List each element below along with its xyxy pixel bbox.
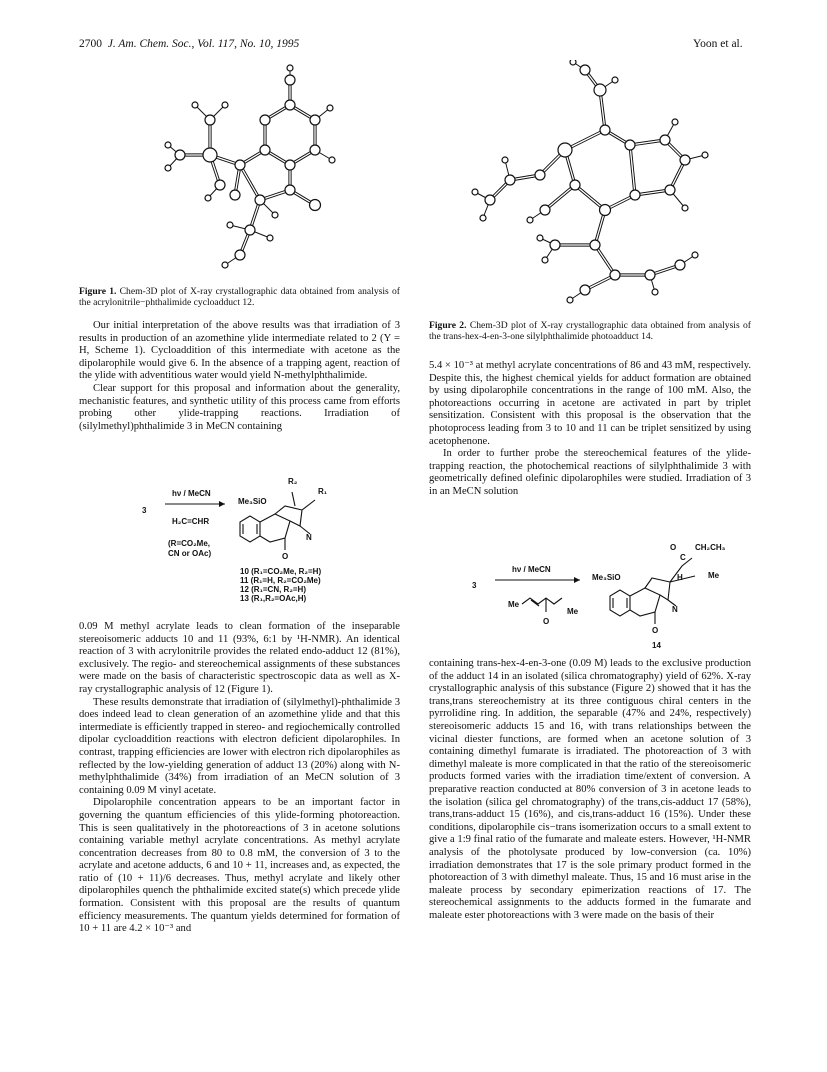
product-13: 13 (R₁,R₂=OAc,H)	[240, 594, 307, 603]
o-label: O	[282, 552, 289, 561]
figure2-label: Figure 2.	[429, 320, 467, 331]
arrow-head	[219, 501, 225, 507]
product-14-label: 14	[652, 641, 661, 650]
scheme-conditions-2: CN or OAc)	[168, 549, 212, 558]
figure2-bonds	[490, 70, 685, 290]
enone-o: O	[543, 617, 550, 626]
me-label: Me	[708, 571, 720, 580]
paragraph: Clear support for this proposal and information about the generality, mechanistic features, and synthetic utility of this process came from efforts probing other ylide-trapping reactions. Irradiation of (silylmethyl)phthalimide 3 in MeCN containing	[79, 382, 400, 432]
enone-me-left: Me	[508, 600, 520, 609]
enone-me-right: Me	[567, 607, 579, 616]
paragraph: 5.4 × 10⁻³ at methyl acrylate concentrations of 86 and 43 mM, respectively. Despite this, the highest chemical yields for adduct formation are obtained by using dipolarophile concentrations in the range of 100 mM. Also, the photoreactions occurring in acetone are activated in part by triplet sensitization. Consistent with this proposal is the observation that the photoprocess leading from 3 to 10 and 11 can be triplet sensitized by using acetophenone.	[429, 360, 751, 447]
figure1-caption-text: Chem-3D plot of X-ray crystallographic data obtained from analysis of the acrylonitrile−phthalimide cycloadduct 12.	[79, 286, 400, 309]
left-column-top	[79, 320, 400, 433]
paragraph: Our initial interpretation of the above results was that irradiation of 3 results in production of an azomethine ylide intermediate related to 2 (Y = H, Scheme 1). Cycloaddition of this intermediate with acetone as the dipolarophile would give 6. In the absence of a trapping agent, reaction of the ylide with adventitious water would yield N-methylphthalimide.	[79, 320, 400, 382]
scheme2-reactant-label: 3	[472, 581, 477, 590]
n-label: N	[306, 533, 312, 542]
ethyl-label: CH₂CH₃	[695, 543, 726, 552]
n-label: N	[672, 605, 678, 614]
scheme-conditions-1: (R=CO₂Me,	[168, 539, 211, 548]
o-label: O	[652, 626, 659, 635]
paragraph: containing trans-hex-4-en-3-one (0.09 M) leads to the exclusive production of the adduct 14 in an isolated (silica chromatography) yield of 62%. X-ray crystallographic analysis of this substance (Figure 2) showed that it has the trans,trans stereochemistry at its three contiguous chiral centers in the pyrrolidine ring. In addition, the separable (47% and 24%, respectively) stereoisomeric adducts 15 and 16, with trans relationships between the vicinal diester functions, are formed when an acetone solution of 3 containing dimethyl fumarate is irradiated. The photoreaction of 3 with dimethyl maleate is more complicated in that the ratio of the stereoisomeric products formed varies with the irradiation time/extent of conversion. A preparative reaction conducted at 80% conversion of 3 in acetone leads to the isolation (silica gel chromatography) of the trans,cis-adduct 17 (58%), trans,trans-adduct 15 (16%), and cis,trans-adduct 16 (15%). Under these conditions, dipolarophile cis−trans isomerization occurs to a small extent to give a 1:9 final ratio of the fumarate and maleate esters. However, ¹H-NMR analysis of the photolysate produced by low-conversion (ca. 10%) irradiation demonstrates that 17 is the sole primary product formed in the photoreaction of 3 with dimethyl maleate. Thus, 15 and 16 must arise in the maleate process by secondary epimerization reactions of 17. The stereochemical assignments to the adducts formed in the fumarate and maleate ester photoreactions with 3 were made on the basis of their	[429, 658, 751, 921]
ketone-c-label: C	[680, 553, 686, 562]
page-number: 2700	[79, 38, 102, 50]
figure1-crystal-structure	[150, 60, 370, 275]
silyloxy-label: Me₃SiO	[592, 573, 621, 582]
figure2-crystal-structure	[455, 60, 735, 315]
running-header	[79, 38, 299, 50]
figure2-caption	[429, 320, 751, 343]
scheme2-reagent-above: hν / MeCN	[512, 565, 551, 574]
paragraph: Dipolarophile concentration appears to be an important factor in governing the quantum efficiencies of this ylide-forming photoreaction. This is seen qualitatively in the photoreactions of 3 in acetone solutions containing variable methyl acrylate concentrations. As methyl acrylate concentration decreases from 80 to 0.8 mM, the conversion of 3 to the acrylate and acetone adducts, 6 and 10 + 11, increases and, as expected, the ratio of (10 + 11)/6 decreases. Thus, methyl acrylate and likely other dipolarophiles quench the phthalimide excited state(s) which precede ylide formation. Consistent with this proposal are the results of quantum efficiency measurements. The quantum yields determined for formation of 10 + 11 are 4.2 × 10⁻³ and	[79, 797, 400, 935]
right-column-top	[429, 360, 751, 499]
h-label: H	[677, 573, 683, 582]
product14-structure	[610, 558, 695, 624]
journal-citation: J. Am. Chem. Soc., Vol. 117, No. 10, 1995	[107, 38, 300, 50]
product-12: 12 (R₁=CN, R₂=H)	[240, 585, 306, 594]
figure2-caption-text: Chem-3D plot of X-ray crystallographic data obtained from analysis of the trans-hex-4-en-3-one silylphthalimide photoadduct 14.	[429, 320, 751, 343]
paragraph: 0.09 M methyl acrylate leads to clean formation of the inseparable stereoisomeric adducts 10 and 11 (93%, 6:1 by ¹H-NMR). An identical reaction of 3 with acrylonitrile provides the related endo-adduct 12 (81%), exclusively. The regio- and stereochemical assignments of these substances were made on the basis of characteristic spectroscopic data as well as X-ray crystallographic analysis of 12 (Figure 1).	[79, 621, 400, 695]
scheme-reagent-below: H₂C=CHR	[172, 517, 210, 526]
r2-label: R₂	[288, 477, 298, 486]
right-column-bottom	[429, 658, 751, 922]
paragraph: In order to further probe the stereochemical features of the ylide-trapping reaction, the photochemical reactions of silylphthalimide 3 with geometrically defined olefinic dipolarophiles were studied. Irradiation of 3 in an MeCN solution	[429, 448, 751, 497]
scheme-reactant-label: 3	[142, 506, 147, 515]
scheme-enone-cycloaddition	[470, 540, 740, 655]
product-10: 10 (R₁=CO₂Me, R₂=H)	[240, 567, 322, 576]
scheme-reagent-above: hν / MeCN	[172, 489, 211, 498]
figure1-label: Figure 1.	[79, 286, 117, 297]
scheme-cycloaddition	[140, 476, 380, 616]
ketone-o-label: O	[670, 543, 677, 552]
authors-header: Yoon et al.	[693, 38, 743, 50]
enone-structure	[522, 598, 562, 612]
silyloxy-label: Me₃SiO	[238, 497, 267, 506]
figure1-caption	[79, 286, 400, 309]
figure1-atoms	[165, 65, 335, 268]
paragraph: These results demonstrate that irradiation of (silylmethyl)-phthalimide 3 does indeed lead to clean generation of an azomethine ylide and that this intermediate is efficiently trapped in stereo- and regiochemically controlled dipolar cycloaddition reactions with electron deficient dipolarophiles. In contrast, trapping efficiencies are lower with electron rich dipolarophiles as reflected by the low-yielding generation of adduct 13 (20%) along with N-methylphthalimide (34%) from irradiation of an MeCN solution of 3 containing 0.09 M vinyl acetate.	[79, 696, 400, 796]
arrow-head	[574, 577, 580, 583]
r1-label: R₁	[318, 487, 328, 496]
product-11: 11 (R₁=H, R₂=CO₂Me)	[240, 576, 321, 585]
left-column-bottom	[79, 621, 400, 936]
